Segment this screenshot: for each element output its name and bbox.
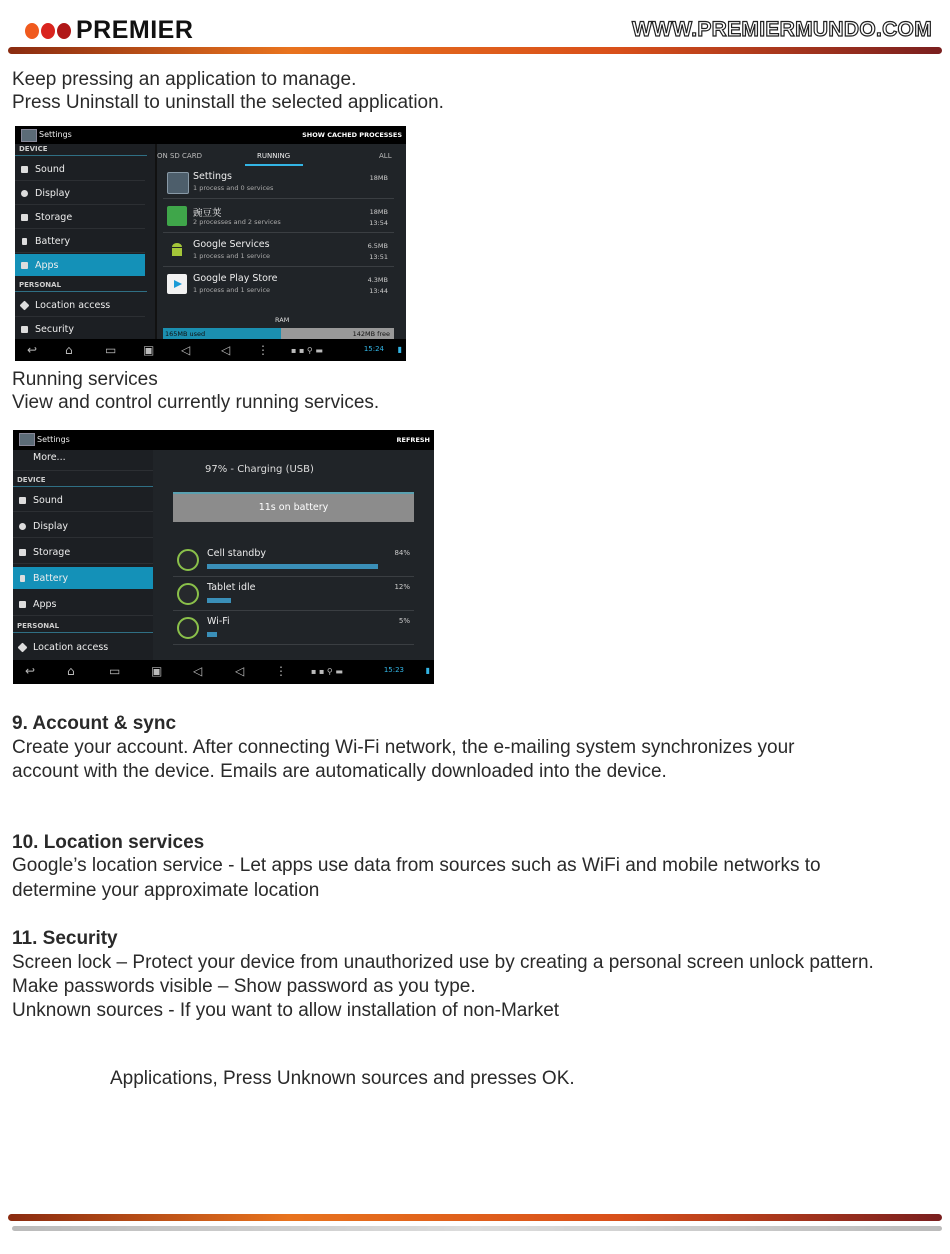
sidebar-item-more[interactable]: [13, 450, 153, 471]
apps-running-screenshot: [15, 126, 406, 361]
cell-signal-icon: [177, 549, 199, 571]
apps-icon: [21, 262, 28, 269]
sidebar-item-label: Storage: [35, 212, 73, 223]
process-detail: 1 process and 0 services: [193, 184, 274, 192]
section-11-title: 11. Security: [12, 928, 118, 949]
usage-bar: [207, 564, 378, 569]
process-size: 18MB: [369, 208, 388, 216]
battery-icon: [20, 575, 25, 582]
android-robot-icon: [167, 240, 187, 260]
sidebar-item-label: Battery: [35, 236, 71, 247]
battery-icon: [22, 238, 27, 245]
intro-line-2: Press Uninstall to uninstall the selected application.: [12, 92, 444, 113]
process-row[interactable]: [163, 200, 394, 233]
battery-screenshot: [13, 430, 434, 684]
sidebar-item-display[interactable]: [13, 515, 153, 538]
usage-bar: [207, 598, 231, 603]
tab-on-sd-card[interactable]: ON SD CARD: [157, 152, 202, 160]
ram-used-text: 165MB used: [165, 330, 206, 338]
wifi-icon: [177, 617, 199, 639]
usage-name: Tablet idle: [207, 582, 256, 593]
recent-apps-icon[interactable]: ▭: [105, 343, 117, 357]
section-11-line-2: Make passwords visible – Show password as you type.: [12, 976, 476, 997]
footer-divider: [8, 1214, 942, 1221]
battery-history-graph[interactable]: [173, 492, 414, 522]
settings-icon: [19, 433, 35, 446]
battery-panel: [153, 450, 434, 660]
sidebar-item-label: Storage: [33, 547, 71, 558]
process-row[interactable]: [163, 166, 394, 199]
usage-percent: 84%: [394, 549, 410, 557]
running-services-desc: View and control currently running services.: [12, 392, 380, 413]
sidebar-item-apps[interactable]: [15, 254, 145, 276]
battery-status-icon: ▮: [397, 345, 402, 354]
category-underline: [15, 155, 147, 156]
section-9-title: 9. Account & sync: [12, 713, 177, 734]
battery-usage-row[interactable]: [173, 578, 414, 611]
ram-usage-bar: [163, 328, 394, 339]
screenshot-icon[interactable]: ▣: [143, 343, 155, 357]
sidebar-item-battery[interactable]: [13, 567, 153, 589]
sidebar-item-label: Location access: [33, 642, 109, 653]
apps-icon: [19, 601, 26, 608]
volume-down-icon[interactable]: ◁: [193, 664, 203, 678]
action-bar: [13, 430, 434, 450]
brightness-icon: [21, 190, 28, 197]
play-store-icon: [167, 274, 187, 294]
system-nav-bar: [15, 339, 406, 361]
section-9-line-2: account with the device. Emails are automatically downloaded into the device.: [12, 761, 667, 782]
usage-percent: 12%: [394, 583, 410, 591]
brightness-icon: [19, 523, 26, 530]
sidebar-item-storage[interactable]: [13, 541, 153, 564]
sidebar-item-sound[interactable]: [13, 489, 153, 512]
charging-status: 97% - Charging (USB): [205, 464, 314, 475]
settings-sidebar: [15, 144, 155, 340]
sidebar-item-storage[interactable]: [15, 206, 145, 229]
ram-free-text: 142MB free: [352, 330, 390, 338]
menu-icon[interactable]: ⋮: [257, 343, 269, 357]
wandoujia-app-icon: [167, 206, 187, 226]
sidebar-item-location-access[interactable]: [13, 636, 153, 658]
usage-percent: 5%: [398, 617, 410, 625]
brand-logo-dots: [24, 22, 72, 40]
power-icon: [177, 583, 199, 605]
sidebar-item-label: Location access: [35, 300, 111, 311]
usage-name: Wi-Fi: [207, 616, 230, 627]
sidebar-item-location-access[interactable]: [15, 294, 145, 317]
storage-icon: [19, 549, 26, 556]
recent-apps-icon[interactable]: ▭: [109, 664, 121, 678]
settings-app-icon: [167, 172, 189, 194]
screenshot-icon[interactable]: ▣: [151, 664, 163, 678]
sidebar-item-label: Battery: [33, 573, 69, 584]
usage-bar: [207, 632, 217, 637]
category-underline: [13, 632, 155, 633]
battery-status-icon: ▮: [425, 666, 430, 675]
sidebar-item-battery[interactable]: [15, 230, 145, 253]
home-icon[interactable]: ⌂: [67, 664, 75, 678]
sidebar-item-label: Apps: [33, 599, 57, 610]
status-clock: 15:23: [383, 666, 404, 674]
volume-down-icon[interactable]: ◁: [181, 343, 191, 357]
sidebar-item-display[interactable]: [15, 182, 145, 205]
intro-line-1: Keep pressing an application to manage.: [12, 69, 357, 90]
sidebar-item-security[interactable]: [15, 318, 145, 340]
sidebar-item-label: Security: [35, 324, 75, 335]
website-url[interactable]: WWW.PREMIERMUNDO.COM: [632, 18, 932, 41]
settings-sidebar: [13, 450, 163, 660]
system-nav-bar: [13, 660, 434, 684]
sidebar-item-label: More...: [33, 452, 66, 463]
section-11-line-3: Unknown sources - If you want to allow installation of non-Market: [12, 1000, 560, 1021]
footer-divider-shadow: [12, 1226, 942, 1231]
show-cached-processes-button[interactable]: SHOW CACHED PROCESSES: [302, 131, 402, 139]
sidebar-category-personal: PERSONAL: [17, 622, 60, 630]
process-name: Google Services: [193, 239, 270, 250]
running-services-title: Running services: [12, 369, 158, 390]
process-size: 4.3MB: [367, 276, 388, 284]
sidebar-category-device: DEVICE: [17, 476, 46, 484]
speaker-icon: [21, 166, 28, 173]
category-underline: [15, 291, 147, 292]
location-icon: [18, 643, 28, 653]
process-name: Settings: [193, 171, 232, 182]
tab-all[interactable]: ALL: [379, 152, 392, 160]
process-name: Google Play Store: [193, 273, 278, 284]
category-underline: [13, 486, 155, 487]
refresh-button[interactable]: REFRESH: [396, 436, 430, 444]
usage-name: Cell standby: [207, 548, 266, 559]
header-divider: [8, 47, 942, 54]
process-time: 13:51: [369, 253, 388, 261]
process-size: 18MB: [369, 174, 388, 182]
on-battery-time: 11s on battery: [258, 502, 329, 513]
notification-icons: ▪ ▪ ⚲ ▬: [291, 346, 323, 355]
volume-up-icon[interactable]: ◁: [221, 343, 231, 357]
back-icon[interactable]: ↩: [27, 343, 38, 357]
section-11-line-1: Screen lock – Protect your device from unauthorized use by creating a personal screen unlock pattern.: [12, 952, 874, 973]
action-bar-title: Settings: [39, 130, 72, 139]
sidebar-item-label: Sound: [35, 164, 65, 175]
process-time: 13:54: [369, 219, 388, 227]
section-11-line-4: Applications, Press Unknown sources and presses OK.: [110, 1068, 575, 1089]
section-9-line-1: Create your account. After connecting Wi-Fi network, the e-mailing system synchronizes your: [12, 737, 795, 758]
section-10-line-1: Google’s location service - Let apps use data from sources such as WiFi and mobile networks to: [12, 855, 821, 876]
brand-name: PREMIER: [76, 16, 194, 44]
process-size: 6.5MB: [367, 242, 388, 250]
storage-icon: [21, 214, 28, 221]
process-row[interactable]: [163, 234, 394, 267]
menu-icon[interactable]: ⋮: [275, 664, 287, 678]
lock-icon: [21, 326, 28, 333]
action-bar-title: Settings: [37, 435, 70, 444]
section-10-line-2: determine your approximate location: [12, 880, 320, 901]
tab-running[interactable]: RUNNING: [257, 152, 291, 160]
settings-icon: [21, 129, 37, 142]
apps-panel: [157, 144, 406, 340]
battery-usage-row[interactable]: [173, 612, 414, 645]
action-bar: [15, 126, 406, 144]
back-icon[interactable]: ↩: [25, 664, 36, 678]
sidebar-item-sound[interactable]: [15, 158, 145, 181]
sidebar-item-apps[interactable]: [13, 593, 153, 616]
sidebar-item-label: Apps: [35, 260, 59, 271]
process-time: 13:44: [369, 287, 388, 295]
speaker-icon: [19, 497, 26, 504]
sidebar-item-label: Display: [33, 521, 69, 532]
battery-usage-row[interactable]: [173, 544, 414, 577]
section-10-title: 10. Location services: [12, 832, 205, 853]
home-icon[interactable]: ⌂: [65, 343, 73, 357]
location-icon: [20, 301, 30, 311]
sidebar-category-device: DEVICE: [19, 145, 48, 153]
sidebar-item-label: Sound: [33, 495, 63, 506]
notification-icons: ▪ ▪ ⚲ ▬: [311, 667, 343, 676]
status-clock: 15:24: [363, 345, 384, 353]
volume-up-icon[interactable]: ◁: [235, 664, 245, 678]
sidebar-category-personal: PERSONAL: [19, 281, 62, 289]
process-detail: 2 processes and 2 services: [193, 218, 281, 226]
process-detail: 1 process and 1 service: [193, 286, 271, 294]
process-name: 豌豆荚: [193, 208, 222, 219]
ram-label: RAM: [275, 316, 290, 324]
sidebar-item-label: Display: [35, 188, 71, 199]
process-row[interactable]: [163, 268, 394, 300]
process-detail: 1 process and 1 service: [193, 252, 271, 260]
